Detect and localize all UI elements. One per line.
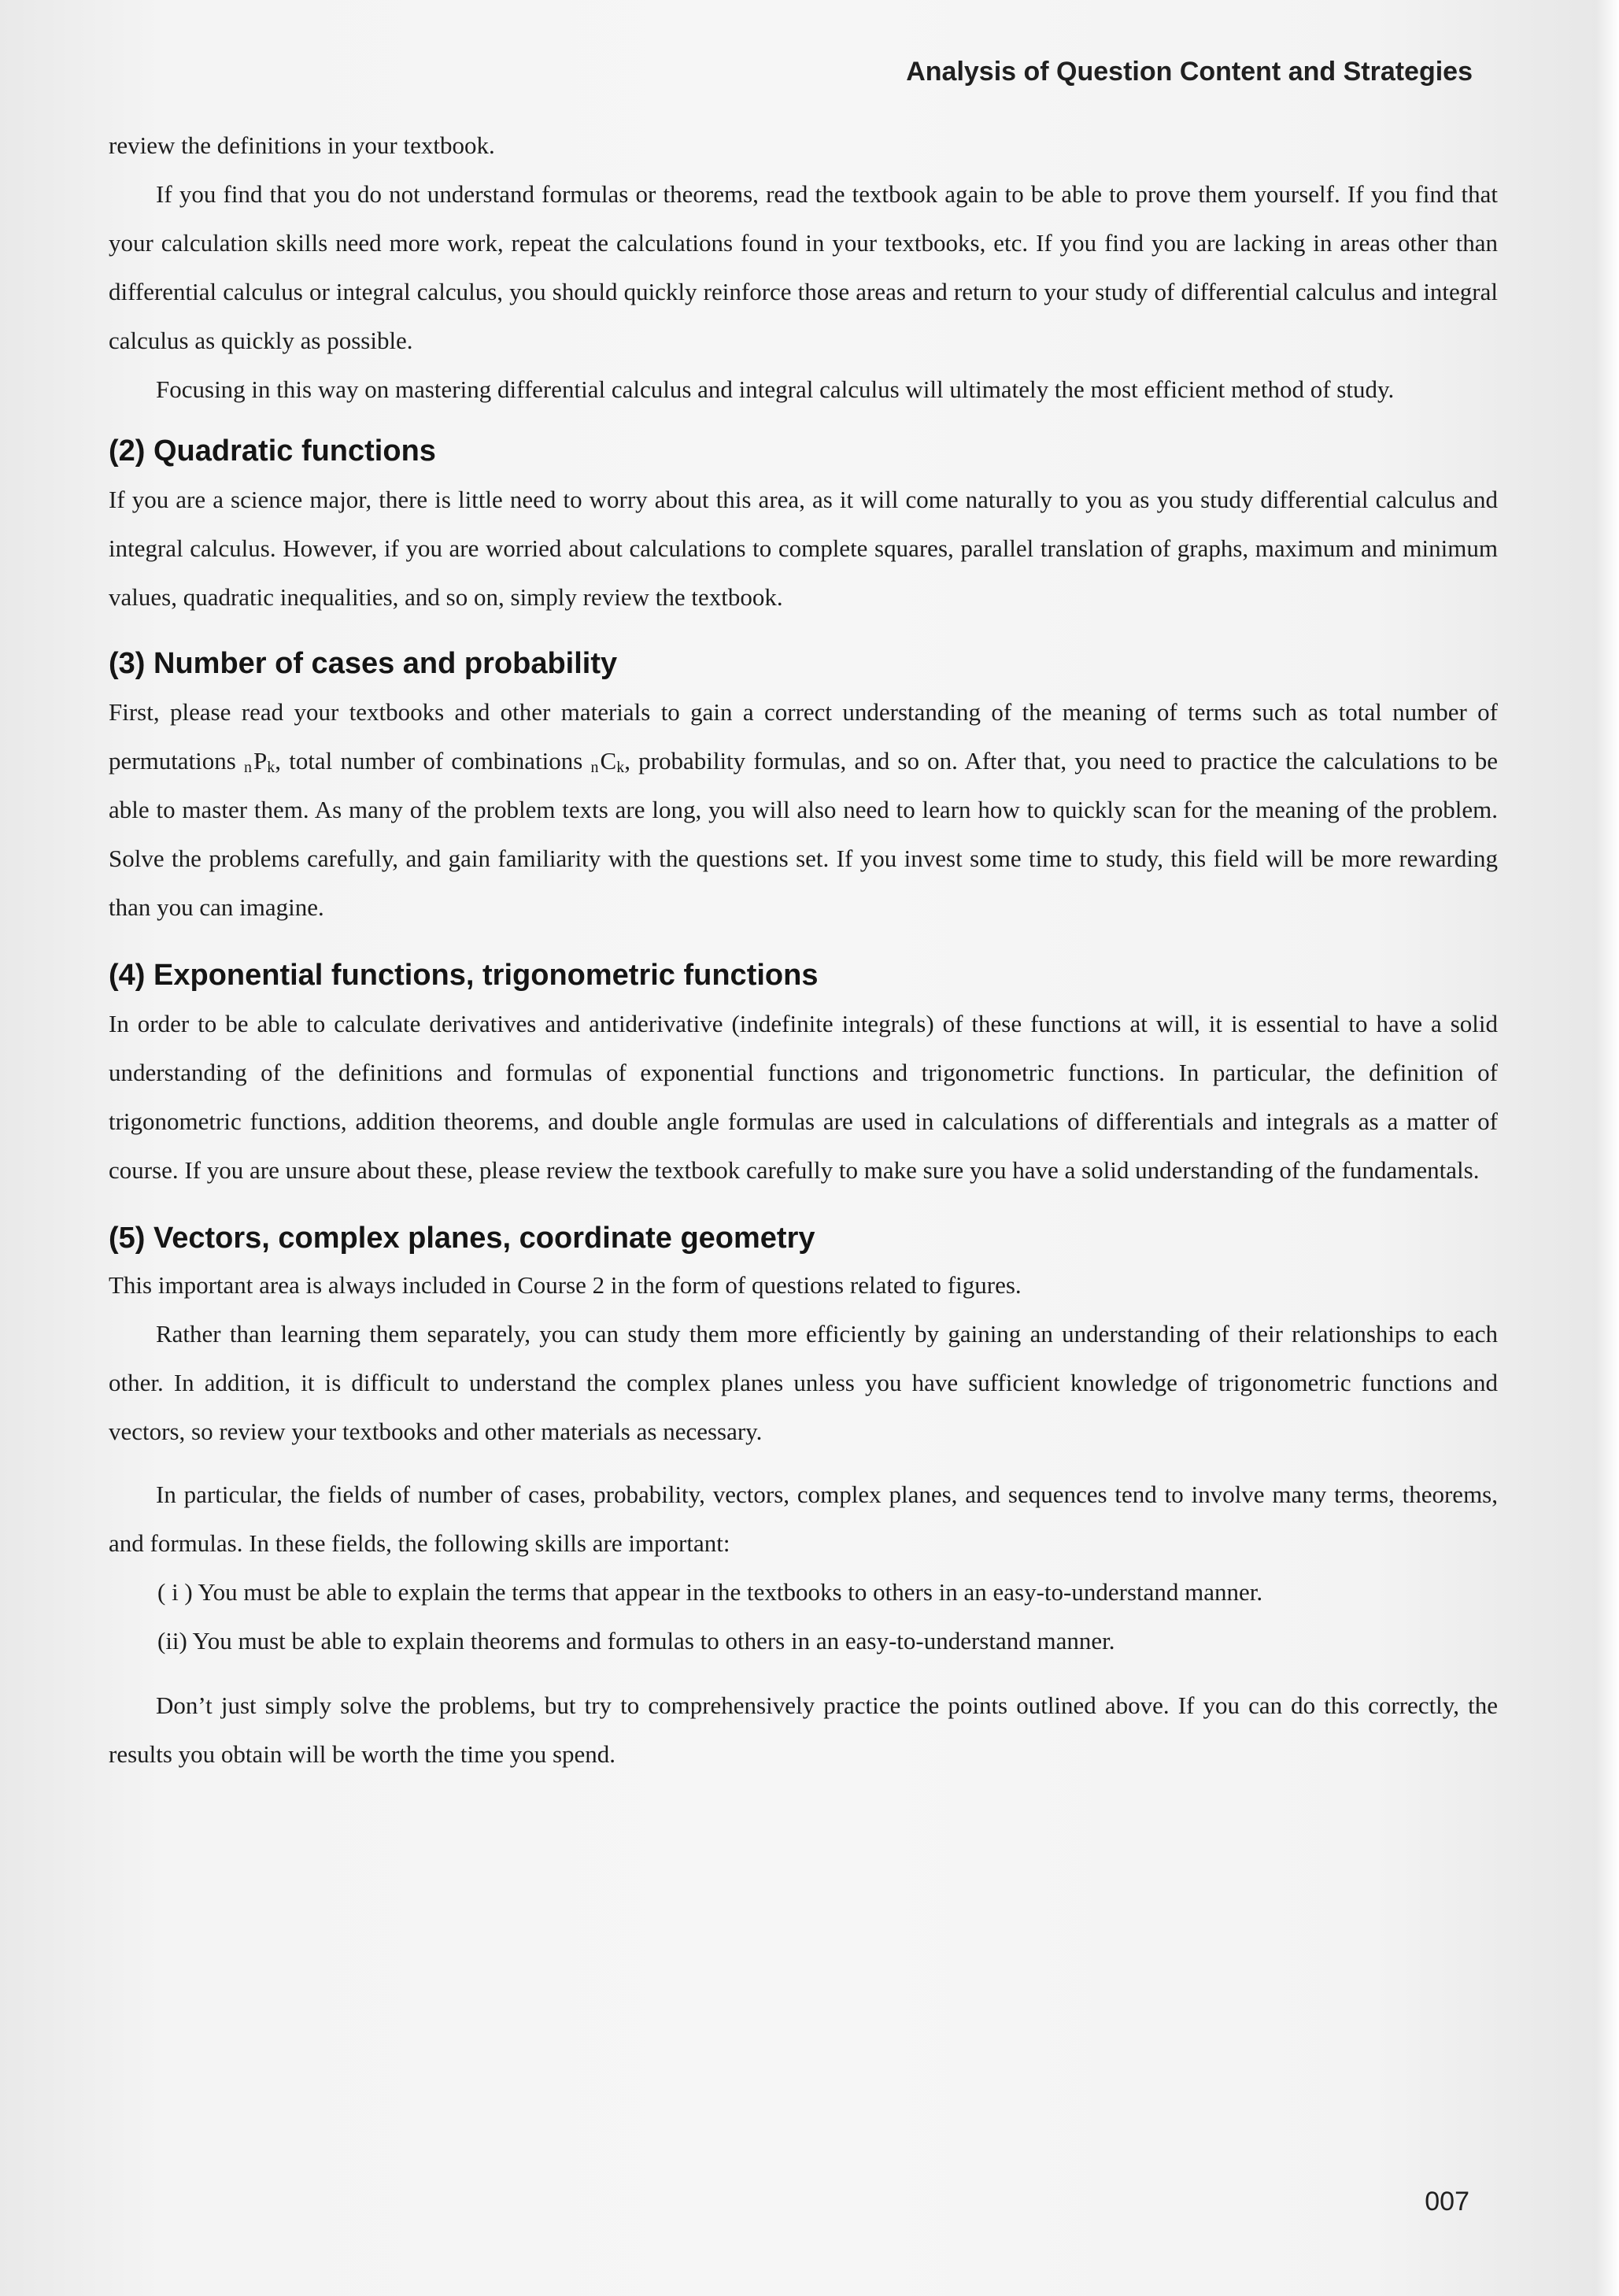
permutation-k-subscript: k: [267, 759, 275, 776]
section-heading-vectors: (5) Vectors, complex planes, coordinate geometry: [109, 1222, 815, 1255]
combination-k-subscript: k: [616, 759, 625, 776]
section-heading-probability: (3) Number of cases and probability: [109, 647, 618, 680]
section-heading-quadratic: (2) Quadratic functions: [109, 434, 436, 468]
permutation-n-subscript: n: [244, 759, 253, 776]
running-header: Analysis of Question Content and Strategies: [906, 57, 1473, 87]
section-heading-exponential: (4) Exponential functions, trigonometric functions: [109, 959, 819, 992]
quadratic-paragraph: If you are a science major, there is little need to worry about this area, as it will come naturally to you as you study differential calculus and integral calculus. However, if you are worried about calculations to complete squares, parallel translation of graphs, maximum and minimum values, quadratic inequalities, and so on, simply review the textbook.: [109, 486, 1498, 611]
combination-symbol: C: [600, 747, 617, 775]
vectors-paragraph-2: Rather than learning them separately, you can study them more efficiently by gaining an understanding of their relationships to each other. In addition, it is difficult to understand the complex planes unless you have sufficient knowledge of trigonometric functions and vectors, so review your textbooks and other materials as necessary.: [109, 1320, 1498, 1445]
combination-n-subscript: n: [590, 759, 599, 776]
probability-text-a: First, please read your textbooks and other materials to gain a correct understanding of the meaning of terms such as total number of permutations: [109, 698, 1498, 775]
probability-paragraph: [109, 688, 1498, 932]
probability-text-b: , total number of combinations: [275, 747, 591, 775]
closing-paragraph-1: In particular, the fields of number of cases, probability, vectors, complex planes, and sequences tend to involve many terms, theorems, and formulas. In these fields, the following skills are important:: [109, 1481, 1498, 1557]
skill-list-item-1: ( i ) You must be able to explain the terms that appear in the textbooks to others in an easy-to-understand manner.: [157, 1578, 1263, 1606]
closing-paragraph-2: Don’t just simply solve the problems, but try to comprehensively practice the points outlined above. If you can do this correctly, the results you obtain will be worth the time you spend.: [109, 1691, 1498, 1768]
skill-list-item-2: (ii) You must be able to explain theorems and formulas to others in an easy-to-understand manner.: [157, 1627, 1115, 1655]
page-content: [109, 121, 1498, 1779]
exponential-paragraph: In order to be able to calculate derivatives and antiderivative (indefinite integrals) of these functions at will, it is essential to have a solid understanding of the definitions and formulas of exponential functions and trigonometric functions. In particular, the definition of trigonometric functions, addition theorems, and double angle formulas are used in calculations of differentials and integrals as a matter of course. If you are unsure about these, please review the textbook carefully to make sure you have a solid understanding of the fundamentals.: [109, 1010, 1498, 1184]
intro-paragraph-2: If you find that you do not understand formulas or theorems, read the textbook again to be able to prove them yourself. If you find that your calculation skills need more work, repeat the calculations found in your textbooks, etc. If you find you are lacking in areas other than differential calculus or integral calculus, you should quickly reinforce those areas and return to your study of differential calculus and integral calculus as quickly as possible.: [109, 180, 1498, 354]
page-number: 007: [1425, 2187, 1469, 2217]
probability-text-c: , probability formulas, and so on. After that, you need to practice the calculations to be able to master them. As many of the problem texts are long, you will also need to learn how to quickly scan for the meaning of the problem. Solve the problems carefully, and gain familiarity with the questions set. If you invest some time to study, this field will be more rewarding than you can imagine.: [109, 747, 1498, 921]
intro-paragraph-3: Focusing in this way on mastering differential calculus and integral calculus will ultimately the most efficient method of study.: [156, 375, 1395, 403]
vectors-paragraph-1: This important area is always included in Course 2 in the form of questions related to figures.: [109, 1271, 1022, 1299]
intro-paragraph-1: review the definitions in your textbook.: [109, 131, 495, 159]
permutation-symbol: P: [253, 747, 268, 775]
